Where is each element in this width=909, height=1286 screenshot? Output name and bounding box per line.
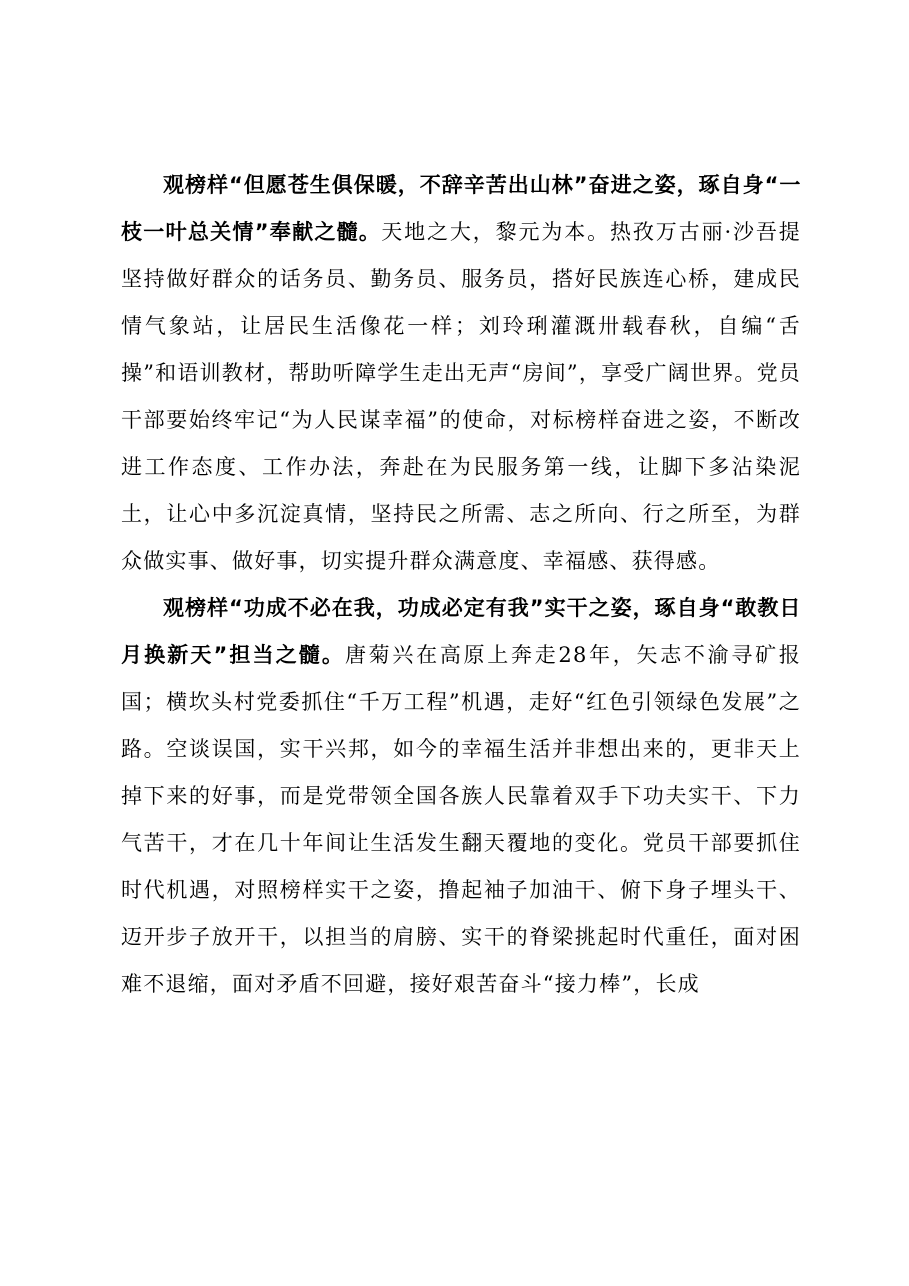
paragraph-responsibility	[121, 585, 801, 1008]
document-body	[121, 162, 801, 1008]
paragraph-dedication	[121, 162, 801, 585]
paragraph-heading: 观榜样“但愿苍生俱保暖，不辞辛苦出山林”奋进之姿，琢自身“一枝一叶总关情”奉献之髓。	[121, 173, 801, 244]
paragraph-heading: 观榜样“功成不必在我，功成必定有我”实干之姿，琢自身“敢教日月换新天”担当之髓。	[121, 596, 801, 667]
paragraph-text: 唐菊兴在高原上奔走28年，矢志不渝寻矿报国；横坎头村党委抓住“千万工程”机遇，走好“红色引领绿色发展”之路。空谈误国，实干兴邦，如今的幸福生活并非想出来的，更非天上掉下来的好事，而是党带领全国各族人民靠着双手下功夫实干、下力气苦干，才在几十年间让生活发生翻天覆地的变化。党员干部要抓住时代机遇，对照榜样实干之姿，撸起袖子加油干、俯下身子埋头干、迈开步子放开干，以担当的肩膀、实干的脊梁挑起时代重任，面对困难不退缩，面对矛盾不回避，接好艰苦奋斗“接力棒”，长成	[121, 643, 801, 996]
paragraph-text: 天地之大，黎元为本。热孜万古丽·沙吾提坚持做好群众的话务员、勤务员、服务员，搭好民族连心桥，建成民情气象站，让居民生活像花一样；刘玲琍灌溉卅载春秋，自编“舌操”和语训教材，帮助听障学生走出无声“房间”，享受广阔世界。党员干部要始终牢记“为人民谋幸福”的使命，对标榜样奋进之姿，不断改进工作态度、工作办法，奔赴在为民服务第一线，让脚下多沾染泥土，让心中多沉淀真情，坚持民之所需、志之所向、行之所至，为群众做实事、做好事，切实提升群众满意度、幸福感、获得感。	[121, 220, 801, 573]
